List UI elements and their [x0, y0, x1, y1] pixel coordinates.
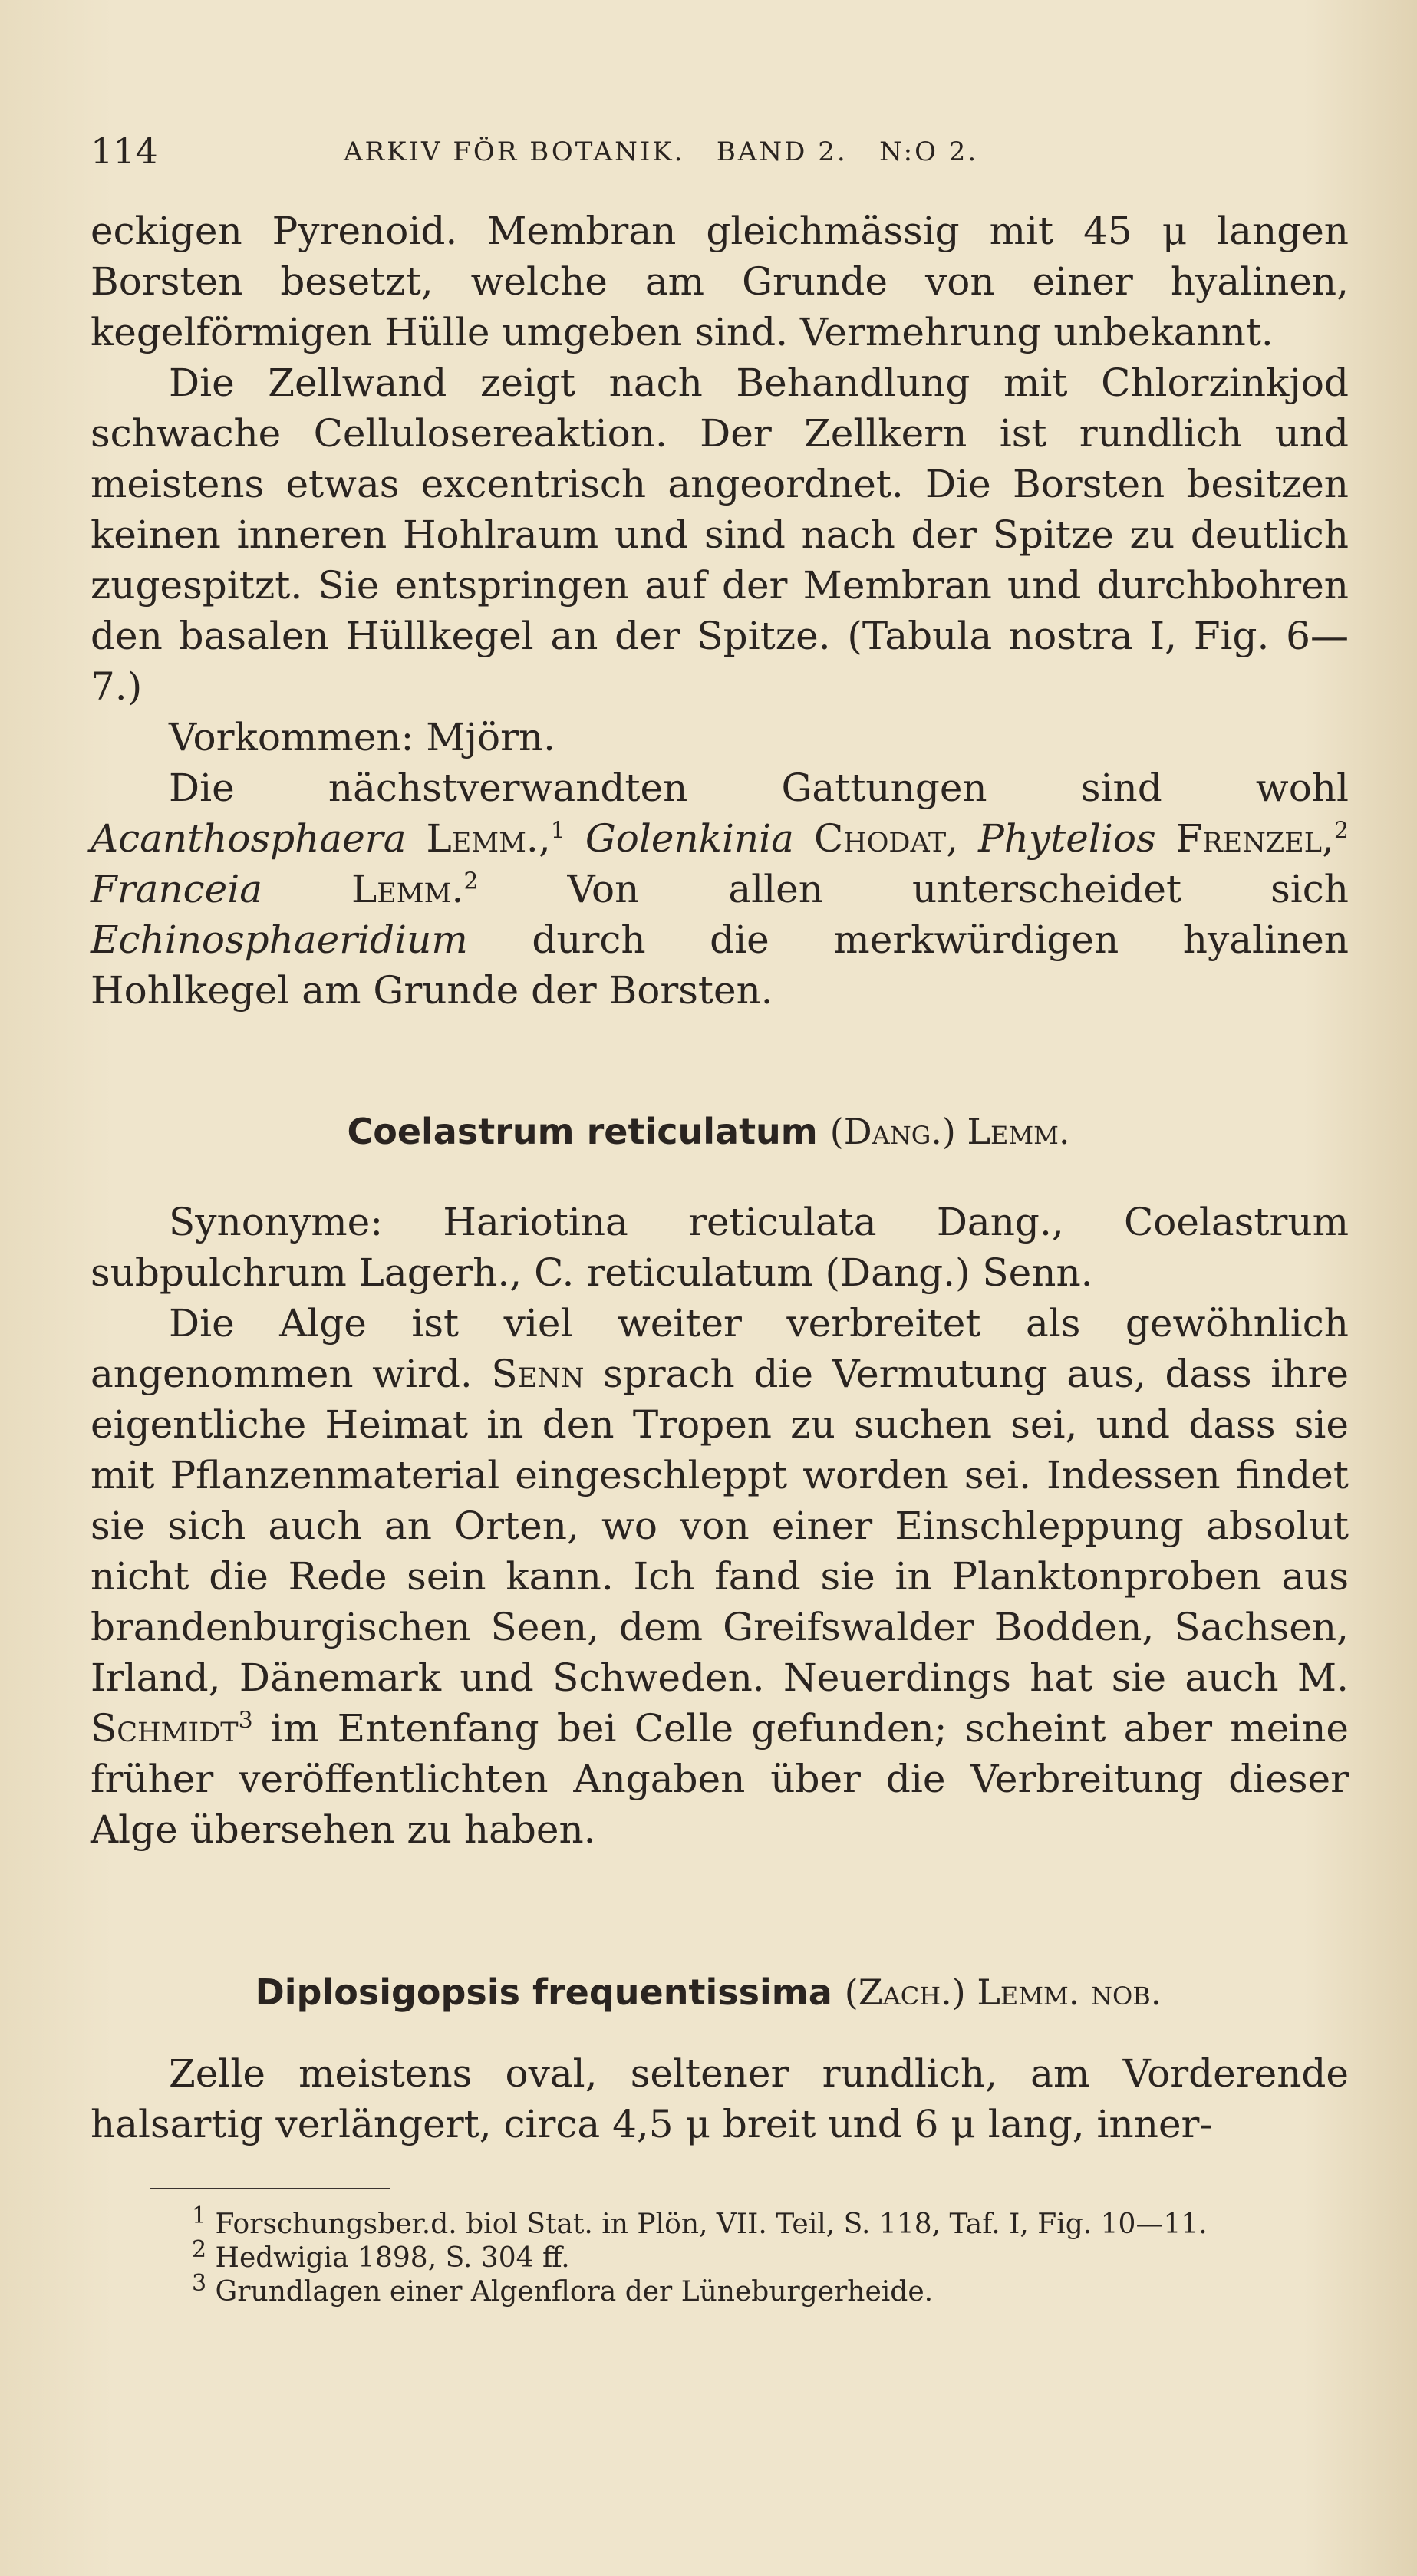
footnote-mark: 3	[192, 2270, 207, 2297]
footnote-divider	[150, 2188, 390, 2189]
author-name: Lemm.,	[426, 816, 551, 861]
footnote-ref: 2	[1333, 817, 1349, 845]
author-name: Chodat,	[813, 816, 959, 861]
footnote-text: Forschungsber.d. biol Stat. in Plön, VII. Teil, S. 118, Taf. I, Fig. 10—11.	[215, 2209, 1208, 2240]
page-number: 114	[91, 130, 158, 172]
footnote-ref: 1	[550, 817, 565, 845]
paragraph	[91, 1298, 1349, 1855]
text-run: Die nächstverwandten Gattungen sind wohl	[169, 766, 1349, 810]
section-title: Coelastrum reticulatum	[347, 1111, 818, 1152]
paragraph: Die Zellwand zeigt nach Behandlung mit Chlorzinkjod schwache Cellulosereaktion. Der Zellkern ist rundlich und meistens etwas excentrisch angeordnet. Die Borsten besitzen keinen inneren Hohlraum und sind nach der Spitze zu deutlich zugespitzt. Sie entspringen auf der Membran und durchbohren den basalen Hüllkegel an der Spitze. (Tabula nostra I, Fig. 6—7.)	[91, 361, 1349, 709]
footnote-ref: 2	[463, 868, 479, 895]
footnote-mark: 1	[192, 2202, 207, 2229]
text-run: Von allen unterscheidet sich	[478, 867, 1349, 911]
section-title: Diplosigopsis frequentissima	[255, 1972, 832, 2013]
paragraph: eckigen Pyrenoid. Membran gleichmässig mit 45 μ langen Borsten besetzt, welche am Grunde von einer hyalinen, kegelförmigen Hülle umgeben sind. Vermehrung unbekannt.	[91, 209, 1349, 354]
section-body	[91, 2048, 1349, 2149]
footnote-text: Grundlagen einer Algenflora der Lüneburgerheide.	[215, 2276, 934, 2308]
paragraph: Vorkommen: Mjörn.	[169, 715, 556, 759]
footnote	[192, 2236, 1343, 2275]
author-name: Frenzel,	[1175, 816, 1334, 861]
footnote	[192, 2202, 1343, 2242]
footnote-mark: 2	[192, 2236, 207, 2263]
taxon-name: Franceia	[91, 867, 262, 911]
taxon-name: Echinosphaeridium	[91, 917, 468, 962]
paragraph: Synonyme: Hariotina reticulata Dang., Coelastrum subpulchrum Lagerh., C. reticulatum (Dang.) Senn.	[91, 1200, 1349, 1295]
page-header	[91, 130, 1349, 184]
text-run: im Entenfang bei Celle gefunden; scheint aber meine früher veröffentlichten Angaben über die Verbreitung dieser Alge übersehen zu haben.	[91, 1706, 1349, 1852]
section-authority: (Zach.) Lemm. nob.	[844, 1972, 1162, 2013]
text-run: durch die merkwürdigen hyalinen Hohlkegel am Grunde der Borsten.	[91, 917, 1349, 1013]
text-run: Die Alge ist viel weiter verbreitet als gewöhnlich angenommen wird.	[91, 1301, 1349, 1396]
taxon-name: Acanthosphaera	[91, 816, 407, 861]
taxon-name: Phytelios	[978, 816, 1156, 861]
author-name: Senn	[491, 1352, 585, 1396]
section-authority: (Dang.) Lemm.	[829, 1111, 1070, 1152]
section-heading	[0, 1111, 1417, 1152]
paragraph	[91, 763, 1349, 1016]
section-body	[91, 1197, 1349, 1855]
author-name: Schmidt	[91, 1706, 239, 1751]
footnote-ref: 3	[238, 1707, 253, 1734]
footnotes	[192, 2202, 1343, 2309]
footnote-text: Hedwigia 1898, S. 304 ff.	[215, 2242, 570, 2274]
intro-text	[91, 206, 1349, 1016]
taxon-name: Golenkinia	[585, 816, 794, 861]
paragraph: Zelle meistens oval, seltener rundlich, am Vorderende halsartig verlängert, circa 4,5 μ breit und 6 μ lang, inner-	[91, 2051, 1349, 2146]
text-run: sprach die Vermutung aus, dass ihre eigentliche Heimat in den Tropen zu suchen sei, und dass sie mit Pflanzenmaterial eingeschleppt worden sei. Indessen findet sie sich auch an Orten, wo von einer Einschleppung absolut nicht die Rede sein kann. Ich fand sie in Planktonproben aus brandenburgischen Seen, dem Greifswalder Bodden, Sachsen, Irland, Dänemark und Schweden. Neuerdings hat sie auch M.	[91, 1352, 1349, 1700]
footnote	[192, 2270, 1343, 2309]
author-name: Lemm.	[351, 867, 464, 911]
section-heading	[0, 1972, 1417, 2013]
running-title: ARKIV FÖR BOTANIK. BAND 2. N:O 2.	[344, 137, 979, 167]
